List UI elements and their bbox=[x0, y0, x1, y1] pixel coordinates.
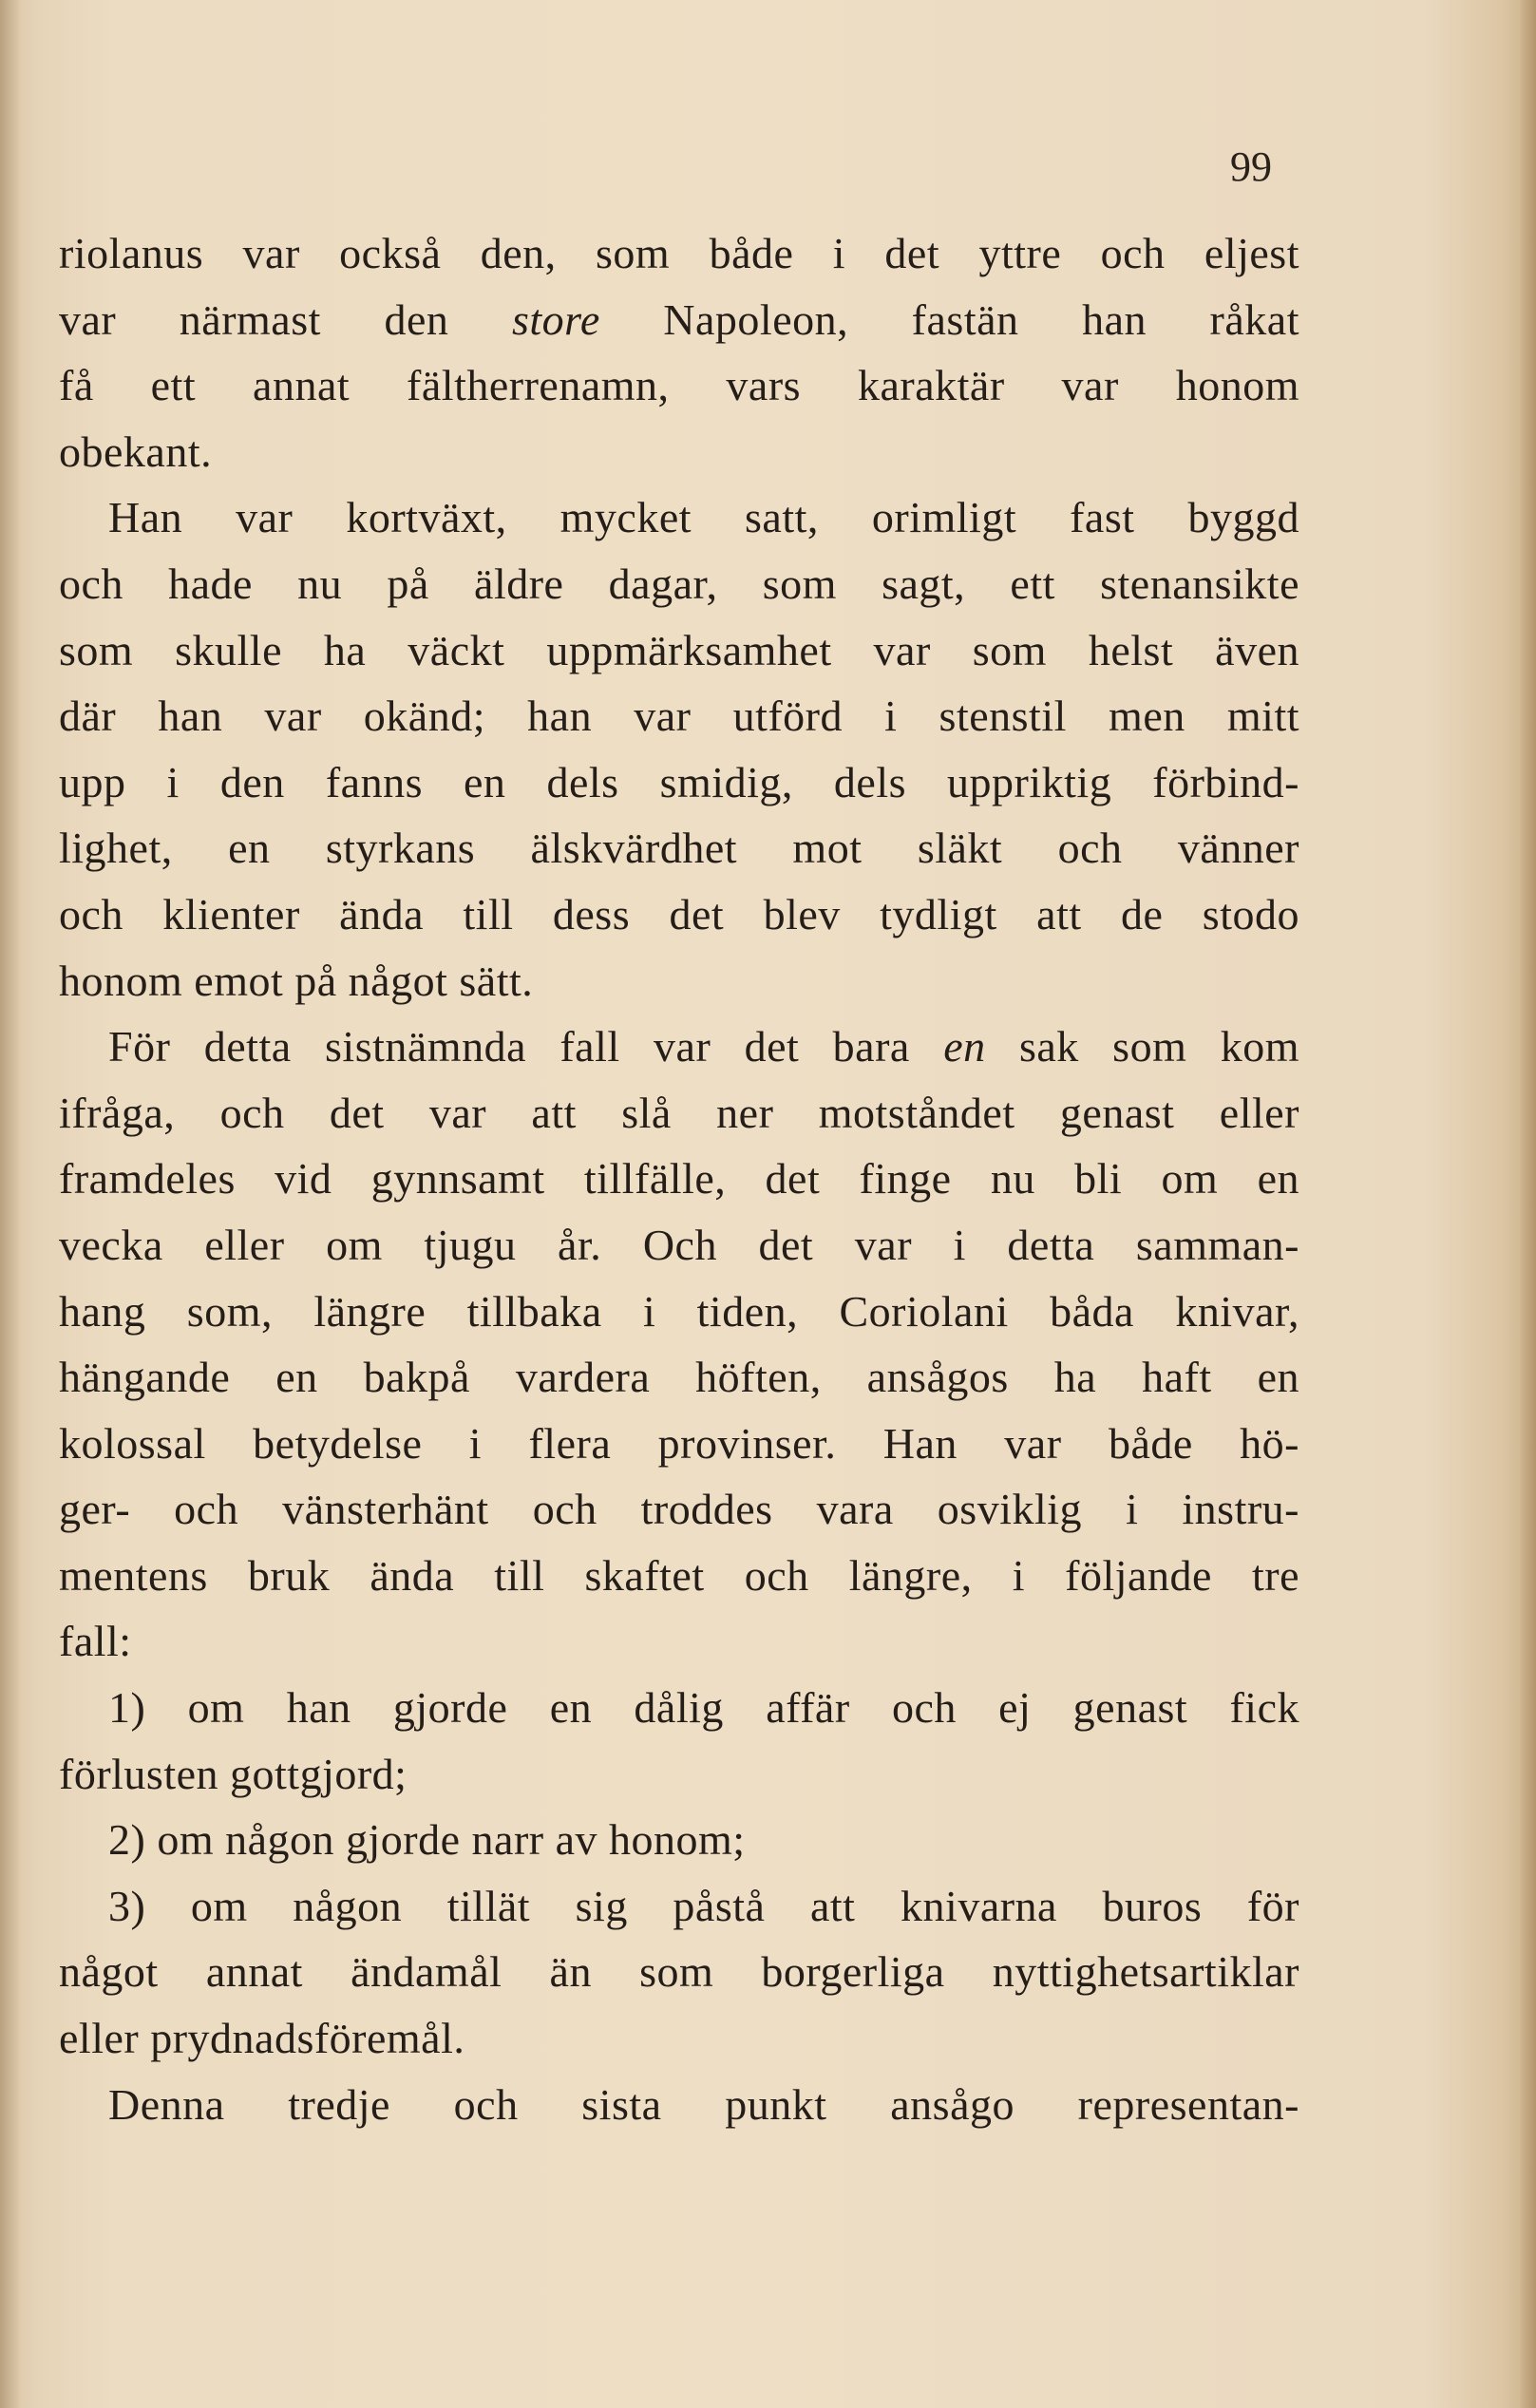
text-line: riolanus var också den, som både i det yttre och eljest bbox=[59, 229, 1299, 277]
paragraph-end-line: honom emot på något sätt. bbox=[59, 956, 534, 1005]
text-line: hang som, längre tillbaka i tiden, Coriolani båda knivar, bbox=[59, 1286, 1299, 1336]
text-line: ger- och vänsterhänt och troddes vara osviklig i instru- bbox=[59, 1485, 1299, 1534]
text-line bbox=[59, 287, 1299, 353]
list-item-end-line: eller prydnadsföremål. bbox=[59, 2014, 465, 2063]
italic-word: en bbox=[943, 1022, 986, 1071]
text-line: och hade nu på äldre dagar, som sagt, ett stenansikte bbox=[59, 559, 1299, 608]
paragraph-end-line: fall: bbox=[59, 1617, 132, 1666]
text-line: och klienter ända till dess det blev tydligt att de stodo bbox=[59, 889, 1299, 939]
text-line: mentens bruk ända till skaftet och längre, i följande tre bbox=[59, 1550, 1299, 1600]
text-line: kolossal betydelse i flera provinser. Han var både hö- bbox=[59, 1418, 1299, 1468]
italic-word: store bbox=[511, 294, 600, 344]
text-line: vecka eller om tjugu år. Och det var i detta samman- bbox=[59, 1220, 1299, 1269]
page-edge bbox=[1519, 0, 1536, 2408]
text-line: hängande en bakpå vardera höften, ansågos ha haft en bbox=[59, 1353, 1299, 1402]
list-item-line: 2) om någon gjorde narr av honom; bbox=[108, 1815, 746, 1865]
list-item-line: 1) om han gjorde en dålig affär och ej genast fick bbox=[108, 1683, 1299, 1733]
paragraph-start-line: Han var kortväxt, mycket satt, orimligt fast byggd bbox=[108, 493, 1299, 542]
text-line: lighet, en styrkans älskvärdhet mot släkt och vänner bbox=[59, 824, 1299, 873]
body-text bbox=[59, 220, 1299, 2137]
text-line: något annat ändamål än som borgerliga nyttighetsartiklar bbox=[59, 1947, 1299, 1997]
gutter-shadow bbox=[0, 0, 21, 2408]
text-line: få ett annat fältherrenamn, vars karaktär var honom bbox=[59, 361, 1299, 410]
page-number: 99 bbox=[1230, 143, 1272, 190]
text-line: framdeles vid gynnsamt tillfälle, det finge nu bli om en bbox=[59, 1154, 1299, 1204]
text-line: upp i den fanns en dels smidig, dels uppriktig förbind- bbox=[59, 757, 1299, 806]
text-segment: sak som kom bbox=[985, 1022, 1299, 1071]
text-line: ifråga, och det var att slå ner motståndet genast eller bbox=[59, 1088, 1299, 1137]
paragraph-end-line: obekant. bbox=[59, 427, 213, 476]
list-item-end-line: förlusten gottgjord; bbox=[59, 1749, 408, 1798]
text-line: som skulle ha väckt uppmärksamhet var som helst även bbox=[59, 625, 1299, 674]
text-segment: Napoleon, fastän han råkat bbox=[599, 294, 1299, 344]
paragraph-start-line: Denna tredje och sista punkt ansågo representan- bbox=[108, 2079, 1299, 2129]
text-line: där han var okänd; han var utförd i stenstil men mitt bbox=[59, 692, 1299, 741]
text-segment: var närmast den bbox=[59, 294, 512, 344]
text-segment: För detta sistnämnda fall var det bara bbox=[108, 1022, 944, 1071]
list-item-line: 3) om någon tillät sig påstå att knivarna buros för bbox=[108, 1881, 1299, 1930]
paragraph-start-line bbox=[59, 1014, 1299, 1080]
